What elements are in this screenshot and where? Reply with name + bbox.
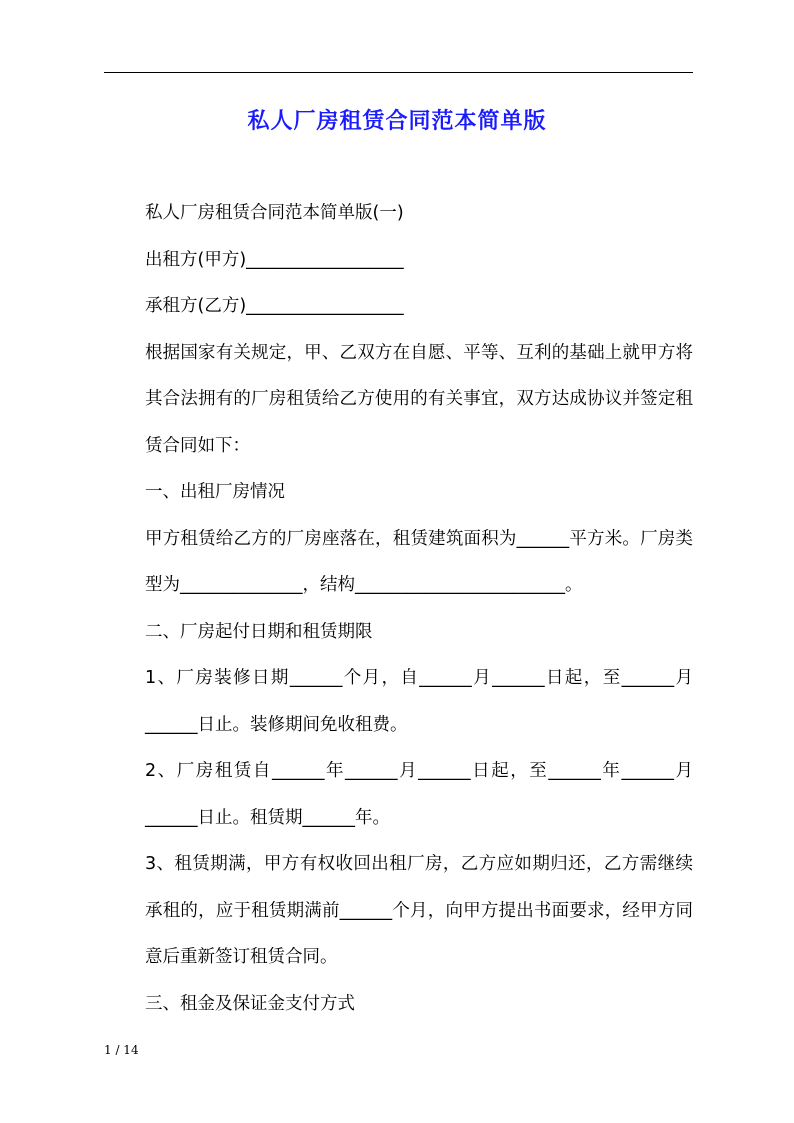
section-heading-2: 二、厂房起付日期和租赁期限 bbox=[145, 621, 373, 642]
paragraph-preamble: 根据国家有关规定，甲、乙双方在自愿、平等、互利的基础上就甲方将其合法拥有的厂房租赁给乙方使用的有关事宜，双方达成协议并签定租赁合同如下： bbox=[145, 342, 693, 456]
section-heading-1: 一、出租厂房情况 bbox=[145, 482, 285, 502]
section-heading-3: 三、租金及保证金支付方式 bbox=[145, 993, 355, 1014]
document-body bbox=[104, 190, 693, 1027]
paragraph-clause-1: 1、厂房装修日期______个月，自______月______日起，至______月______日止。装修期间免收租费。 bbox=[145, 668, 693, 735]
document-title: 私人厂房租赁合同范本简单版 bbox=[247, 109, 547, 134]
page-number: 1 / 14 bbox=[104, 1043, 139, 1057]
paragraph-subtitle: 私人厂房租赁合同范本简单版(一) bbox=[145, 203, 404, 223]
paragraph-lessee: 承租方(乙方)__________________ bbox=[145, 296, 404, 316]
paragraph-clause-3: 3、租赁期满，甲方有权收回出租厂房，乙方应如期归还，乙方需继续承租的，应于租赁期满前______个月，向甲方提出书面要求，经甲方同意后重新签订租赁合同。 bbox=[145, 854, 693, 967]
paragraph-lessor: 出租方(甲方)__________________ bbox=[145, 249, 404, 270]
paragraph-clause-2: 2、厂房租赁自______年______月______日起，至______年______月______日止。租赁期______年。 bbox=[145, 761, 693, 828]
paragraph-factory-info: 甲方租赁给乙方的厂房座落在，租赁建筑面积为______平方米。厂房类型为______________，结构________________________。 bbox=[145, 528, 693, 595]
header-rule bbox=[104, 72, 693, 73]
